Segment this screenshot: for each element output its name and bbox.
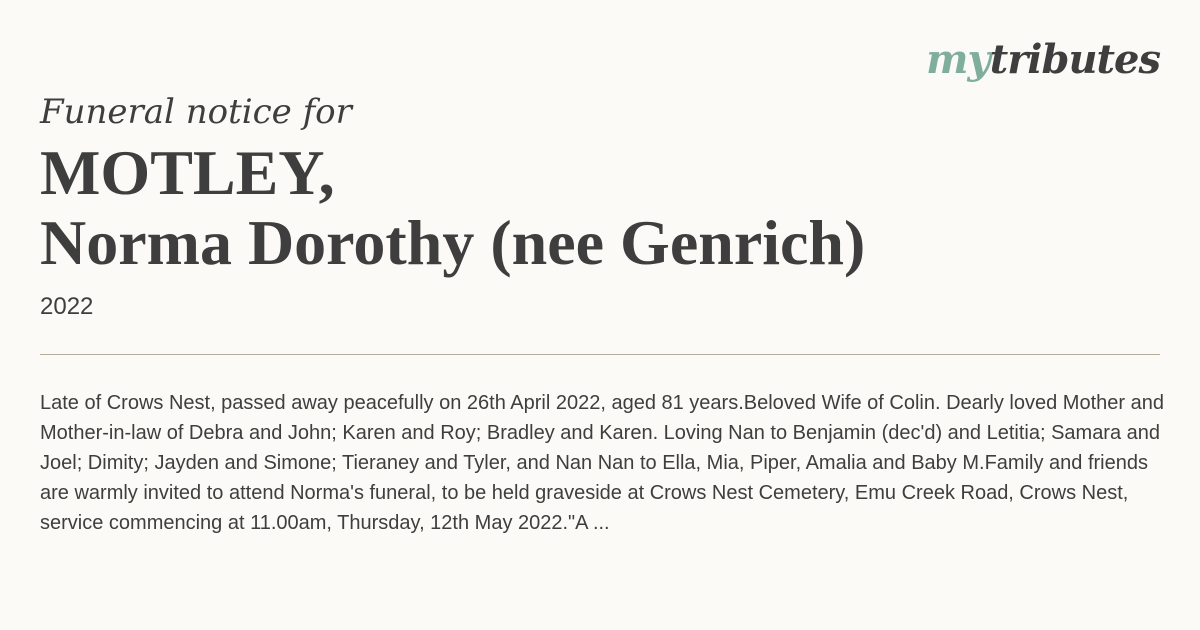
notice-kicker: Funeral notice for (40, 92, 352, 132)
logo-tributes: tributes (989, 36, 1160, 83)
deceased-name (40, 138, 865, 278)
notice-year: 2022 (40, 293, 94, 320)
divider (40, 354, 1160, 355)
mytributes-logo[interactable] (926, 36, 1160, 84)
deceased-given-names: Norma Dorothy (nee Genrich) (40, 207, 866, 278)
notice-text: Late of Crows Nest, passed away peacefully on 26th April 2022, aged 81 years.Beloved Wife of Colin. Dearly loved Mother and Mother-in-law of Debra and John; Karen and Roy; Bradley and Karen. Loving Nan to Benjamin (dec'd) and Letitia; Samara and Joel; Dimity; Jayden and Simone; Tieraney and Tyler, and Nan Nan to Ella, Mia, Piper, Amalia and Baby M.Family and friends are warmly invited to attend Norma's funeral, to be held graveside at Crows Nest Cemetery, Emu Creek Road, Crows Nest, service commencing at 11.00am, Thursday, 12th May 2022."A ... (40, 392, 1164, 534)
logo-my: my (926, 36, 990, 83)
deceased-surname: MOTLEY, (40, 137, 335, 208)
